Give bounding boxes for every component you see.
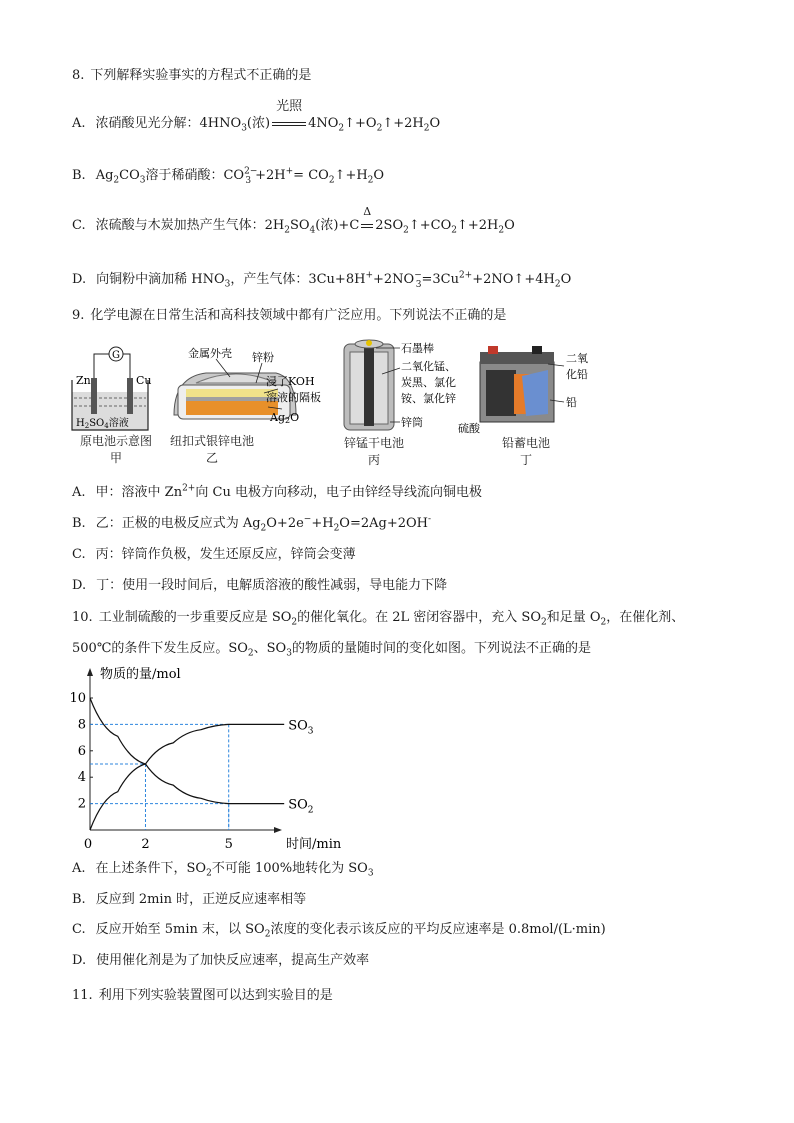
series-so2-line [90, 698, 284, 804]
svg-text:Zn: Zn [76, 374, 91, 387]
q8-stem: 8. 下列解释实验事实的方程式不正确的是 [72, 68, 312, 83]
fig-jia-caption: 原电池示意图 甲 [79, 434, 152, 465]
q9-option-d: D. 丁：使用一段时间后，电解质溶液的酸性减弱，导电能力下降 [72, 578, 448, 593]
svg-text:硫酸: 硫酸 [458, 422, 480, 435]
q10-stem-line1: 10. 工业制硫酸的一步重要反应是 $SO_2$的催化氧化。在 2L 密闭容器中，充入 $SO_2$和足量 $O_2$，在催化剂、 [72, 610, 685, 628]
button-cell-diagram [166, 345, 336, 431]
x-axis-arrow [274, 827, 282, 833]
svg-text:锌粉: 锌粉 [252, 351, 274, 364]
zinc-electrode [91, 378, 97, 414]
x-tick-label: 0 [83, 837, 93, 852]
y-axis-arrow [87, 668, 93, 676]
x-tick-label: 5 [224, 837, 233, 852]
y-tick-label: 6 [77, 743, 86, 759]
y-tick-label: 10 [69, 691, 86, 706]
chart-labels [69, 666, 341, 852]
series-so3-line [90, 724, 284, 830]
fig-yi-caption: 纽扣式银锌电池 乙 [169, 434, 254, 465]
y-tick-label: 8 [77, 717, 86, 733]
q11-stem: 11. 利用下列实验装置图可以达到实验目的是 [72, 988, 333, 1003]
x-axis-label: 时间/min [286, 837, 342, 852]
copper-electrode [127, 378, 133, 414]
q8-option-d: D. 向铜粉中滴加稀 $HNO_3$，产生气体：$3Cu+8H^++2NO^-_3=3Cu^{2+}+2NO↑+4H_2O$ [72, 270, 572, 290]
svg-text:石墨棒: 石墨棒 [401, 342, 434, 355]
y-tick-label: 2 [77, 796, 86, 812]
x-tick-label: 2 [141, 837, 150, 852]
q9-option-b: B. 乙：正极的电极反应式为 $Ag_2O+2e^-+H_2O=2Ag+2OH^-$ [72, 514, 432, 534]
q10-option-b: B. 反应到 2min 时，正逆反应速率相等 [72, 892, 307, 907]
fig-bing-caption: 锌锰干电池 丙 [343, 436, 404, 467]
q9-stem: 9. 化学电源在日常生活和高科技领域中都有广泛应用。下列说法不正确的是 [72, 308, 507, 323]
q10-option-a: A. 在上述条件下，$SO_2$不可能 100%地转化为 $SO_3$ [72, 861, 374, 879]
chart-lines [90, 698, 284, 830]
svg-text:溶液的隔板: 溶液的隔板 [266, 391, 321, 404]
q8-option-b: B. $Ag_2CO_3$溶于稀硝酸：$CO^{2-}_3 +2H^+=$ $CO_2↑+H_2O$ [72, 166, 385, 186]
svg-text:浸了KOH: 浸了KOH [266, 375, 315, 388]
svg-text:化铅: 化铅 [566, 368, 588, 381]
reaction-condition-arrow: 光照 [272, 115, 306, 133]
svg-text:铵、氯化锌: 铵、氯化锌 [401, 392, 456, 405]
q9-option-c: C. 丙：锌筒作负极，发生还原反应，锌筒会变薄 [72, 547, 356, 562]
svg-text:铅: 铅 [566, 396, 577, 409]
svg-text:金属外壳: 金属外壳 [188, 347, 232, 360]
svg-text:二氧化锰、: 二氧化锰、 [401, 360, 456, 373]
series-so2-label: $SO_2$ [288, 797, 314, 816]
q10-stem-line2: 500℃的条件下发生反应。$SO_2$、$SO_3$的物质的量随时间的变化如图。下列说法不正确的是 [72, 641, 591, 659]
graphite-rod [364, 342, 374, 426]
series-so3-label: $SO_3$ [288, 718, 314, 737]
lead-acid-battery-diagram [456, 340, 596, 436]
chart-axes [87, 668, 282, 833]
q8-option-a: A. 浓硝酸见光分解：$4HNO_3$(浓) 光照 $4NO_2↑+O_2↑+2H_2O$ [72, 99, 441, 134]
y-tick-label: 4 [77, 770, 86, 786]
dry-cell-diagram [338, 338, 472, 434]
svg-text:二氧: 二氧 [566, 352, 588, 365]
svg-text:锌筒: 锌筒 [401, 416, 423, 429]
galvanic-cell-diagram [68, 340, 160, 432]
q9-option-a: A. 甲：溶液中 $Zn^{2+}$向 Cu 电极方向移动，电子由锌经导线流向铜电极 [72, 483, 482, 500]
heat-condition-arrow: Δ [361, 217, 373, 235]
q10-option-d: D. 使用催化剂是为了加快反应速率，提高生产效率 [72, 953, 370, 968]
q10-option-c: C. 反应开始至 5min 末，以 $SO_2$浓度的变化表示该反应的平均反应速率是 0.8mol/(L·min) [72, 922, 606, 940]
fig-ding-caption: 铅蓄电池 丁 [501, 436, 550, 467]
svg-text:炭黑、氯化: 炭黑、氯化 [401, 376, 456, 389]
y-axis-label: 物质的量/mol [100, 667, 181, 682]
chart-guides [90, 724, 229, 830]
q8-option-c: C. 浓硫酸与木炭加热产生气体：$2H_2SO_4$(浓)+C Δ $2SO_2↑+CO_2↑+2H_2O$ [72, 205, 515, 236]
svg-text:Ag2O: Ag2O [270, 411, 300, 425]
amount-vs-time-chart [60, 662, 350, 852]
svg-text:Cu: Cu [136, 374, 152, 387]
svg-text:G: G [112, 350, 120, 361]
svg-text:H2SO4溶液: $H_2SO_4$溶液 [76, 418, 129, 430]
